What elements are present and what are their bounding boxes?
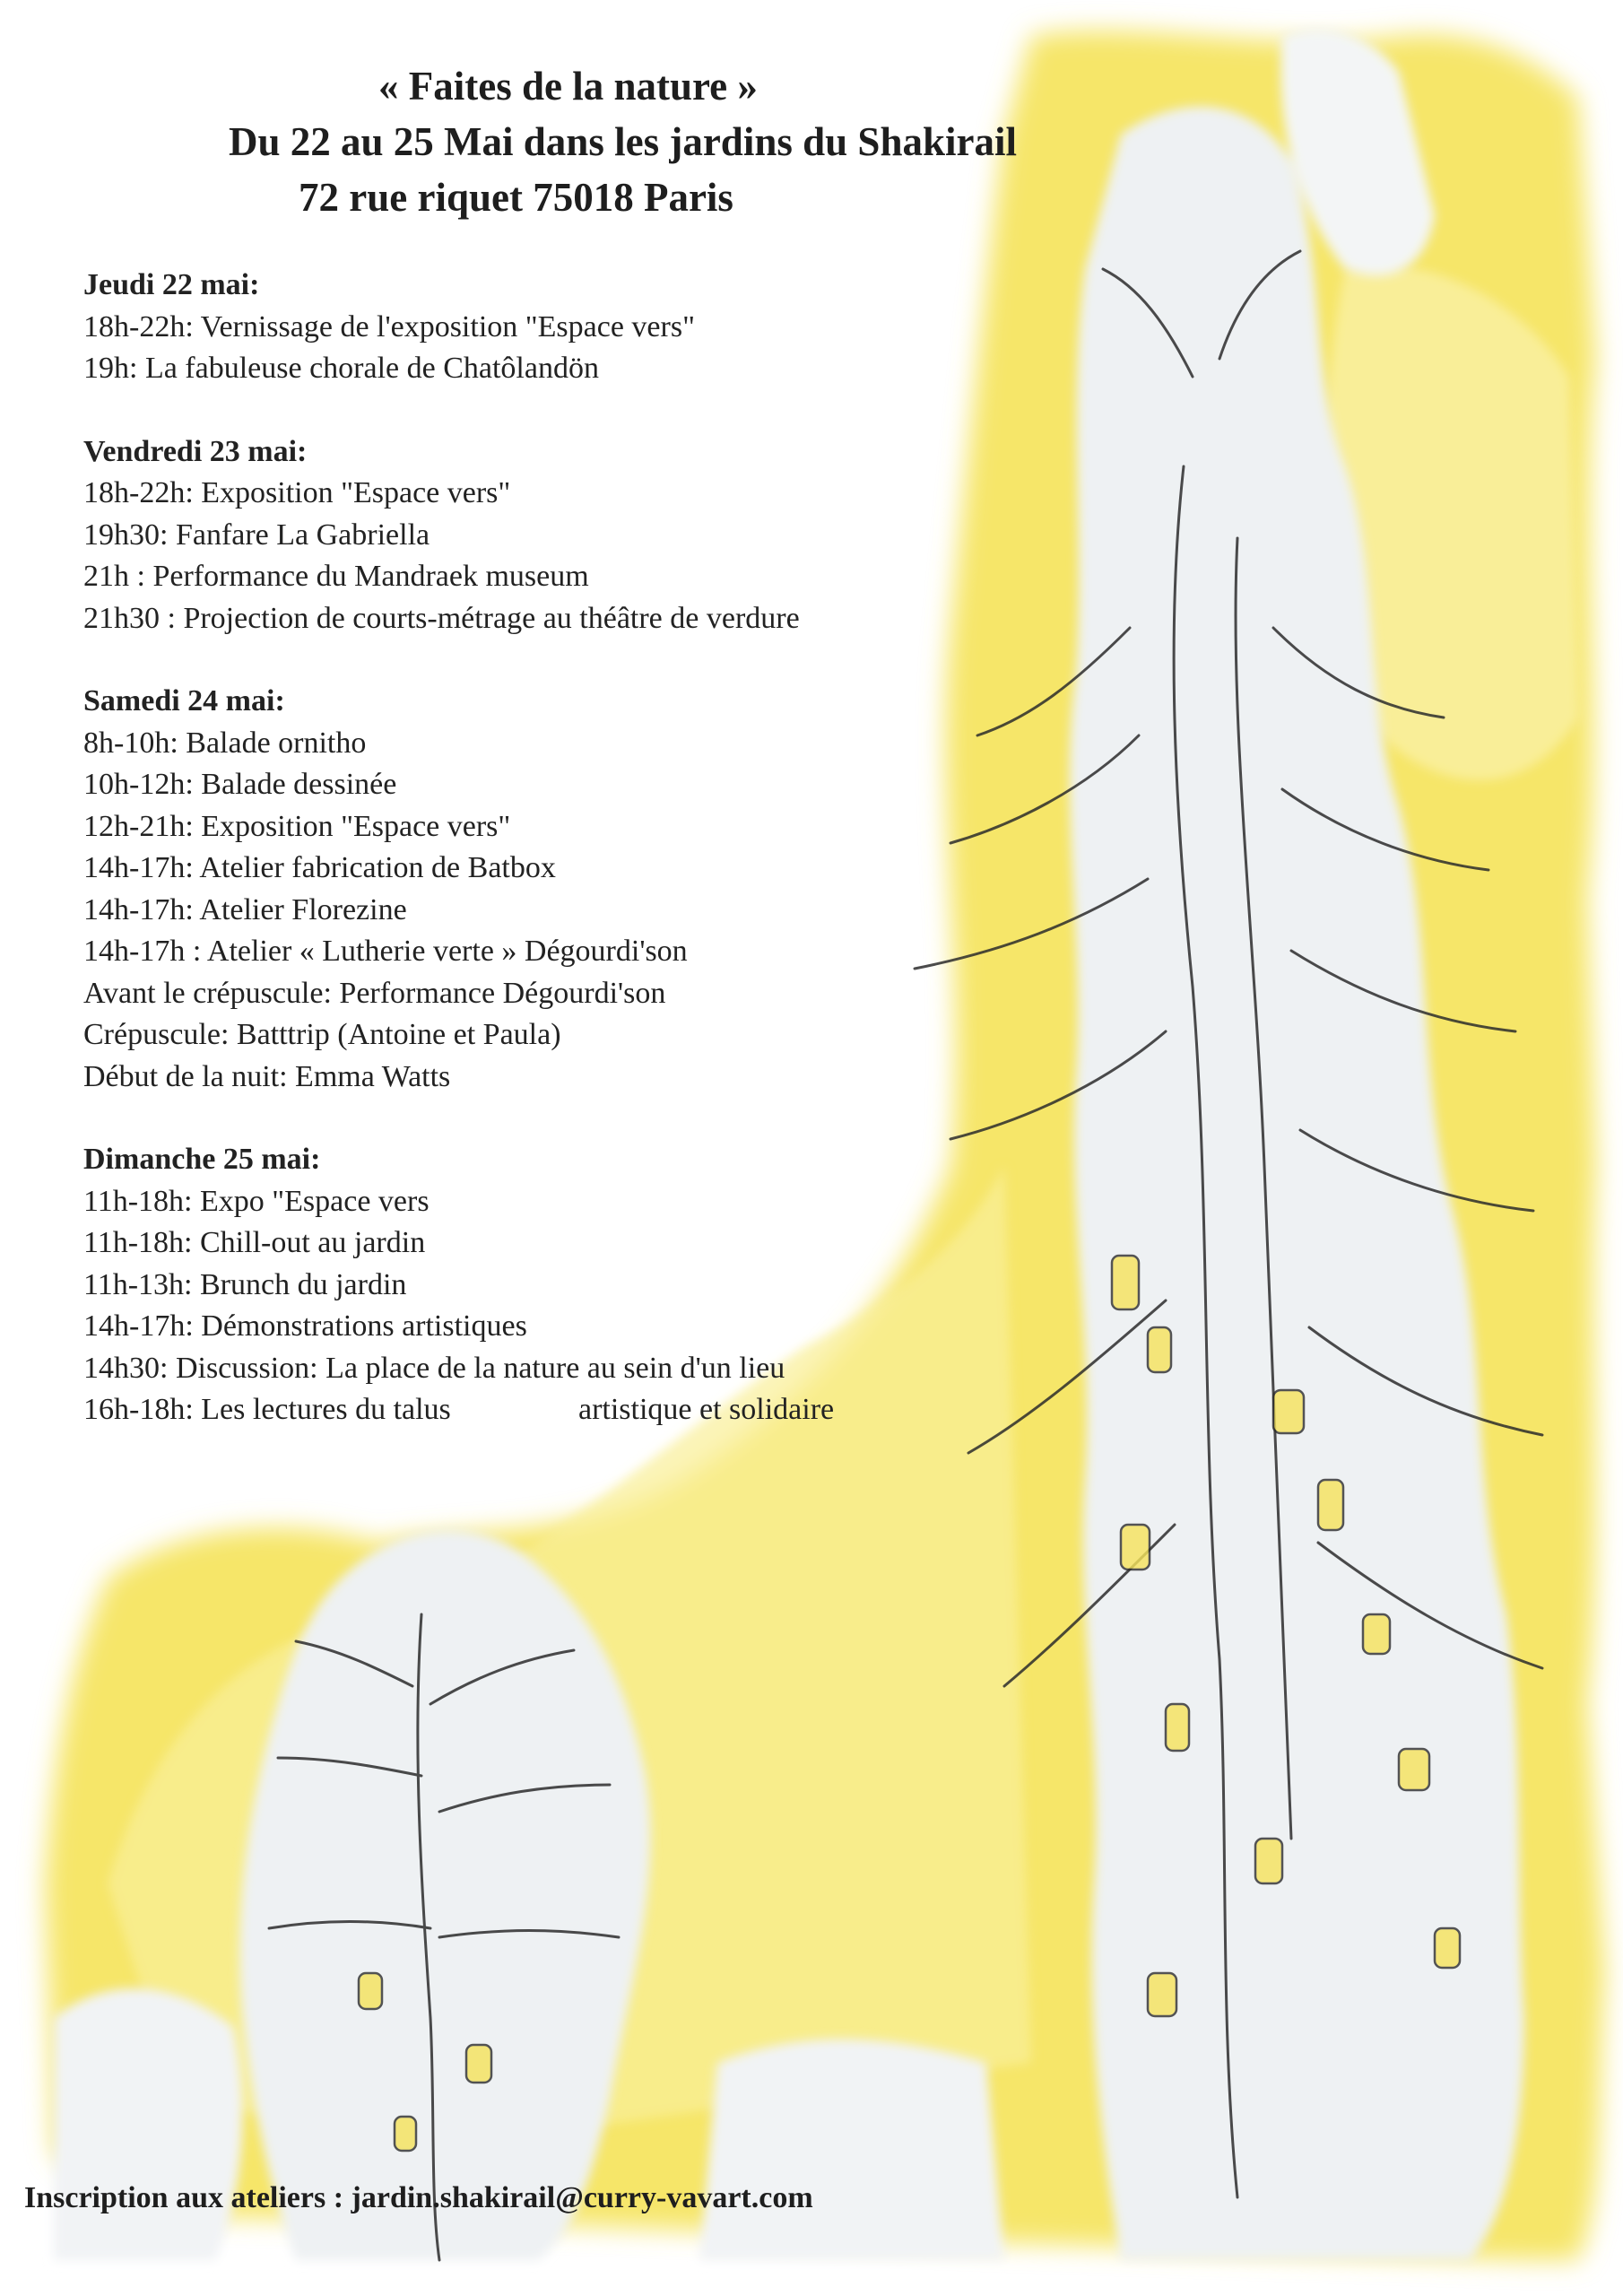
- day-saturday: [83, 681, 980, 1098]
- day-title: Jeudi 22 mai:: [83, 268, 260, 301]
- event-item: 19h30: Fanfare La Gabriella: [83, 517, 430, 552]
- schedule: [83, 265, 980, 1473]
- event-text: 16h-18h: Les lectures du talus: [83, 1393, 451, 1426]
- day-title: Dimanche 25 mai:: [83, 1143, 321, 1176]
- event-item: Début de la nuit: Emma Watts: [83, 1059, 451, 1093]
- event-item: 14h-17h : Atelier « Lutherie verte » Dégourdi'son: [83, 935, 688, 968]
- event-item: 14h-17h: Atelier Florezine: [83, 892, 407, 926]
- event-item: 10h-12h: Balade dessinée: [83, 768, 397, 801]
- event-item: 11h-18h: Chill-out au jardin: [83, 1226, 426, 1259]
- day-title: Samedi 24 mai:: [83, 684, 285, 718]
- event-item: 14h-17h: Démonstrations artistiques: [83, 1309, 527, 1343]
- registration-info: Inscription aux ateliers : jardin.shakirail@curry-vavart.com: [24, 2181, 813, 2214]
- day-sunday: [83, 1139, 980, 1431]
- event-item: 21h30 : Projection de courts-métrage au théâtre de verdure: [83, 601, 800, 635]
- event-item: 14h-17h: Atelier fabrication de Batbox: [83, 851, 556, 884]
- event-item: 18h-22h: Exposition "Espace vers": [83, 476, 511, 509]
- event-item: 19h: La fabuleuse chorale de Chatôlandön: [83, 352, 599, 385]
- event-item: Crépuscule: Batttrip (Antoine et Paula): [83, 1018, 561, 1051]
- day-title: Vendredi 23 mai:: [83, 434, 308, 468]
- day-friday: [83, 431, 980, 640]
- event-continuation: artistique et solidaire: [578, 1393, 835, 1426]
- event-dates: Du 22 au 25 Mai dans les jardins du Shakirail: [229, 119, 1017, 164]
- poster-title: « Faites de la nature »: [378, 64, 758, 109]
- event-item: Avant le crépuscule: Performance Dégourdi'son: [83, 976, 666, 1010]
- event-item: 11h-18h: Expo "Espace vers: [83, 1184, 430, 1218]
- day-thursday: [83, 265, 980, 390]
- event-item: 14h30: Discussion: La place de la nature au sein d'un lieu: [83, 1351, 785, 1385]
- event-item: 21h : Performance du Mandraek museum: [83, 560, 589, 593]
- event-item: 12h-21h: Exposition "Espace vers": [83, 809, 511, 843]
- event-item: 8h-10h: Balade ornitho: [83, 726, 367, 760]
- event-item: 18h-22h: Vernissage de l'exposition "Espace vers": [83, 309, 695, 344]
- event-item: [83, 1389, 980, 1431]
- event-address: 72 rue riquet 75018 Paris: [299, 175, 733, 220]
- event-item: 11h-13h: Brunch du jardin: [83, 1267, 407, 1301]
